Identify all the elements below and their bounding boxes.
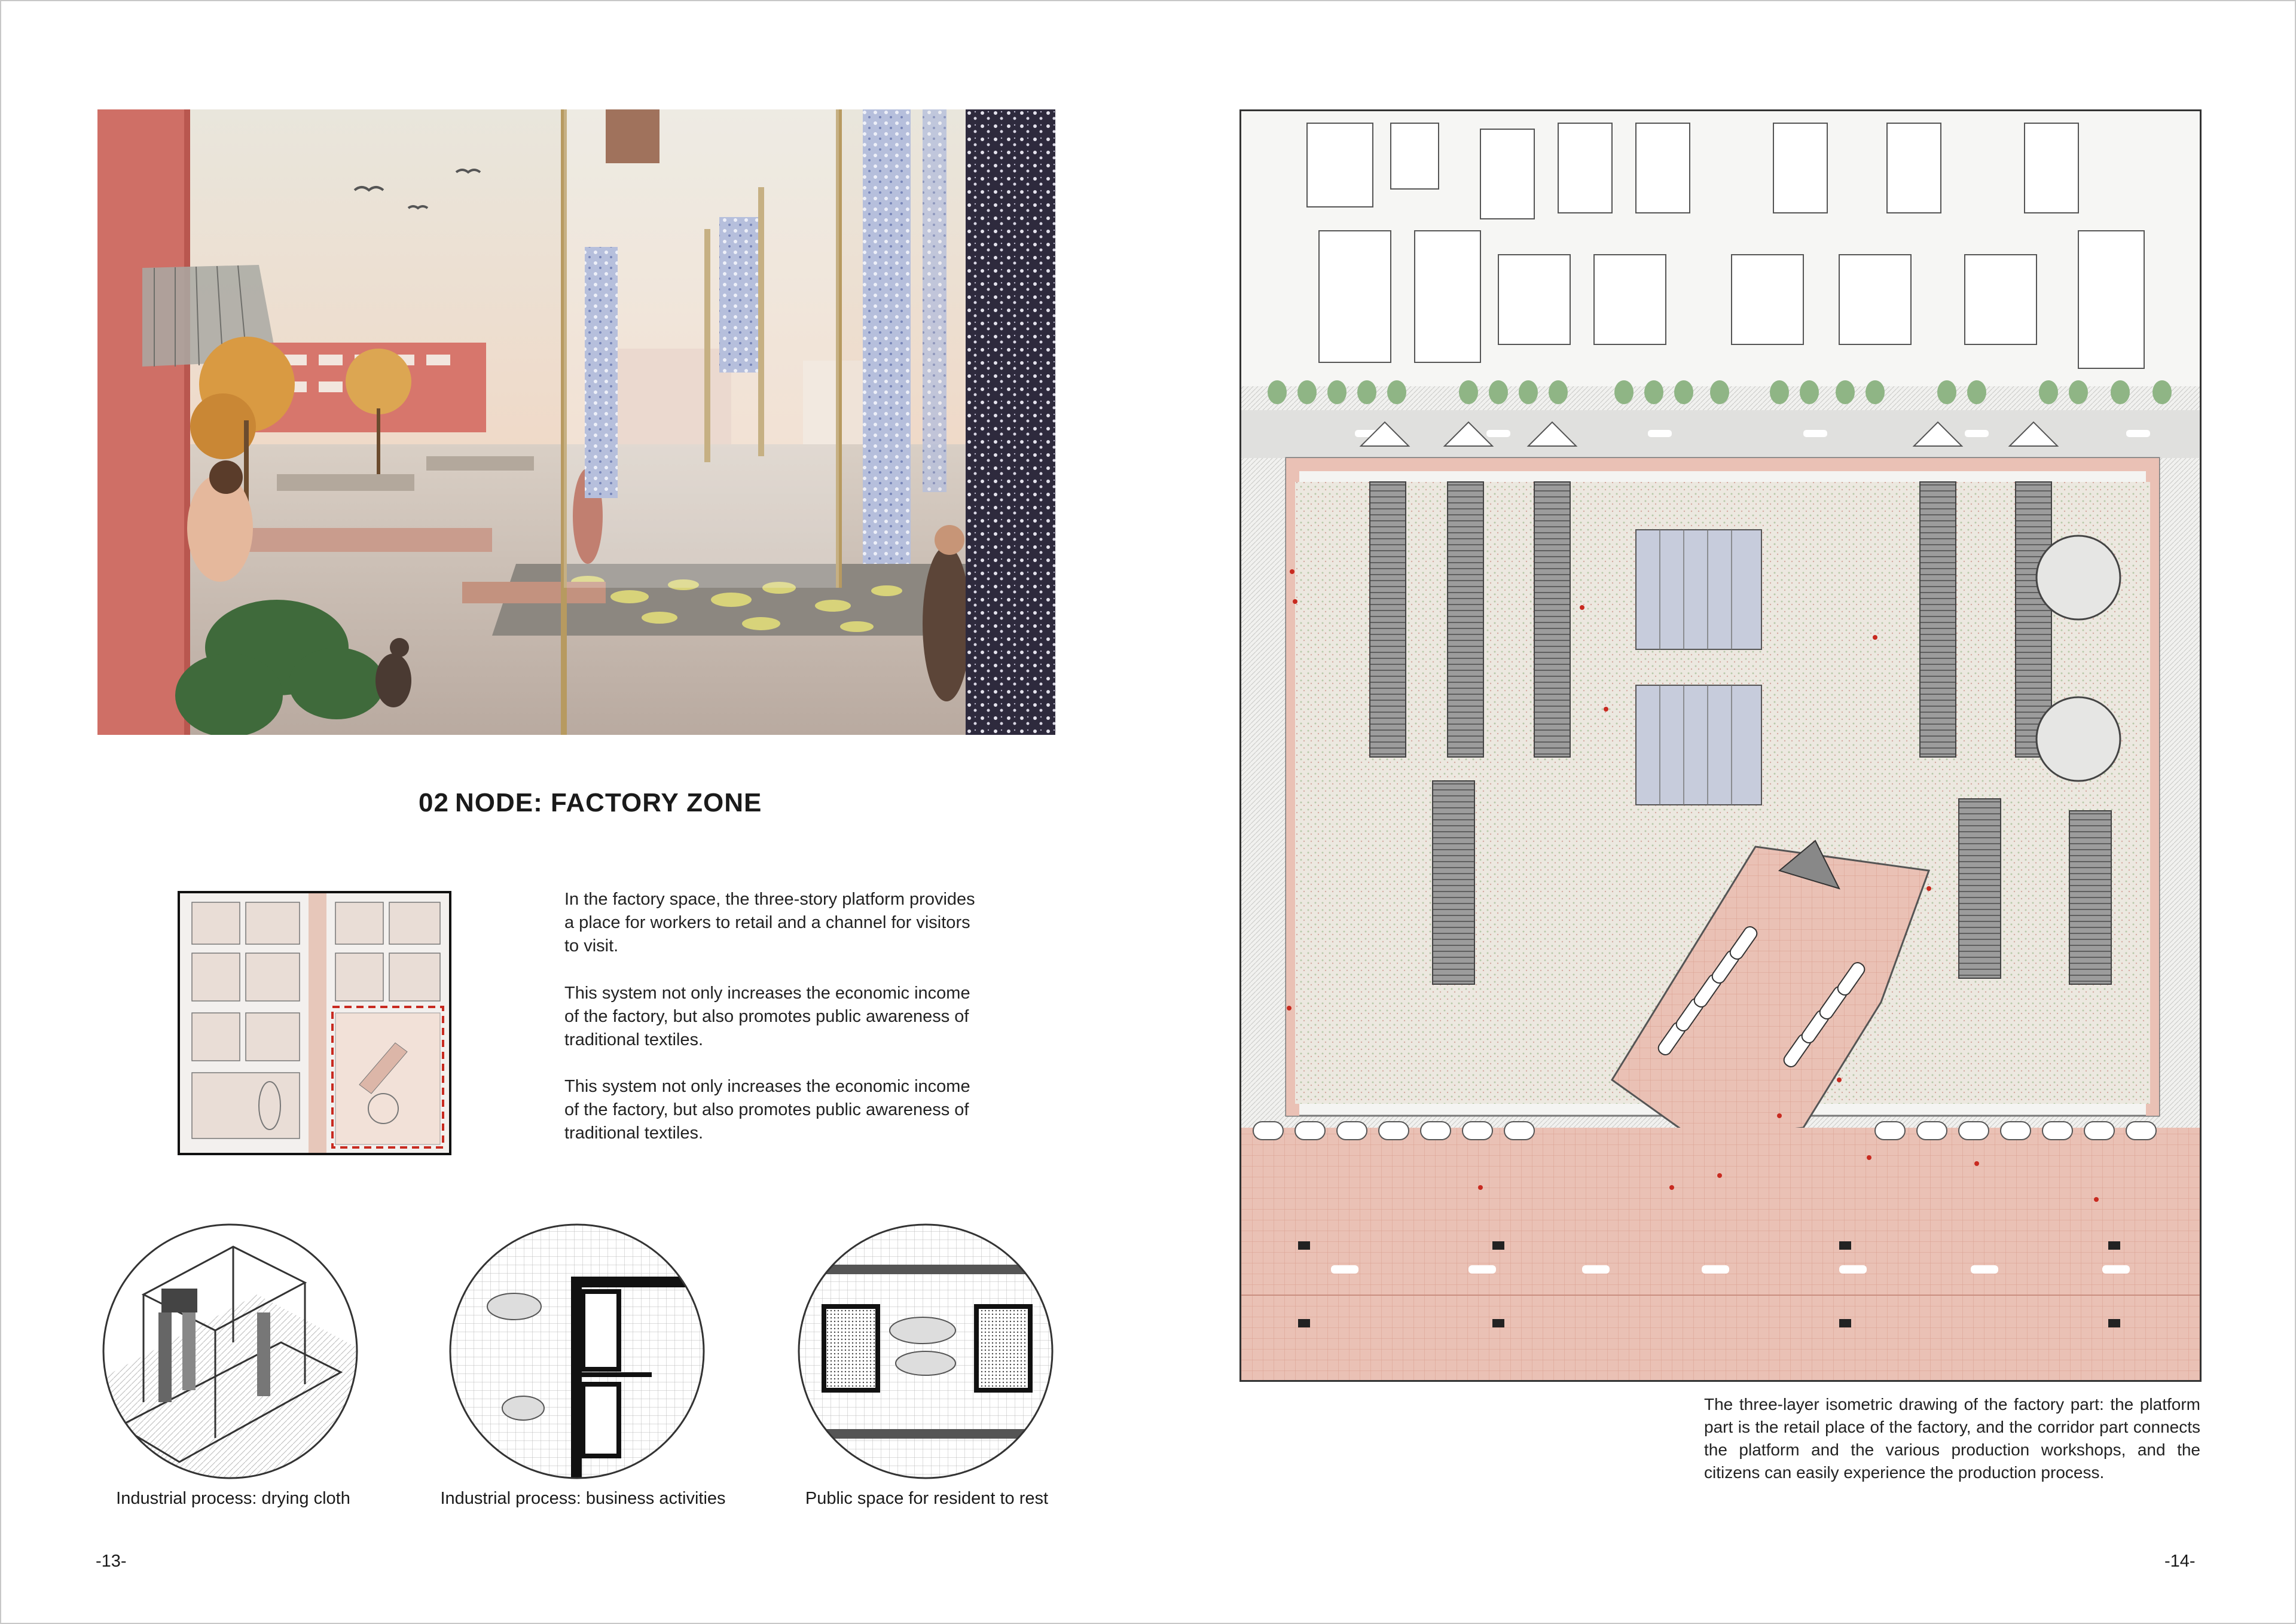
section-number: 02 [419, 788, 449, 817]
description-paragraph-2: This system not only increases the economic income of the factory, but also promotes public awareness of traditional textiles. [564, 984, 970, 1049]
section-heading: NODE: FACTORY ZONE [454, 788, 762, 817]
isometric-drawing-caption: The three-layer isometric drawing of the factory part: the platform part is the retail place of the factory, and the corridor part connects the platform and the various production workshops, and the citizens can easily experience the production process. [1704, 1395, 2200, 1482]
key-plan-map [178, 891, 451, 1155]
factory-zone-render [97, 109, 1055, 735]
caption-drying-cloth: Industrial process: drying cloth [116, 1489, 350, 1508]
public-space-vignette [797, 1223, 1054, 1480]
description-paragraph-3: This system not only increases the economic income of the factory, but also promotes public awareness of traditional textiles. [564, 1077, 970, 1143]
page-number-right: -14- [2164, 1552, 2196, 1571]
section-title [419, 788, 762, 818]
caption-business-activities: Industrial process: business activities [440, 1489, 726, 1508]
caption-public-space: Public space for resident to rest [805, 1489, 1049, 1508]
business-activities-vignette [448, 1223, 706, 1480]
page-number-left: -13- [96, 1552, 127, 1571]
description-paragraph-1: In the factory space, the three-story platform provides a place for workers to retail and a channel for visitors to visit. [564, 890, 975, 956]
isometric-factory-drawing [1239, 109, 2202, 1382]
drying-cloth-vignette [102, 1223, 359, 1480]
